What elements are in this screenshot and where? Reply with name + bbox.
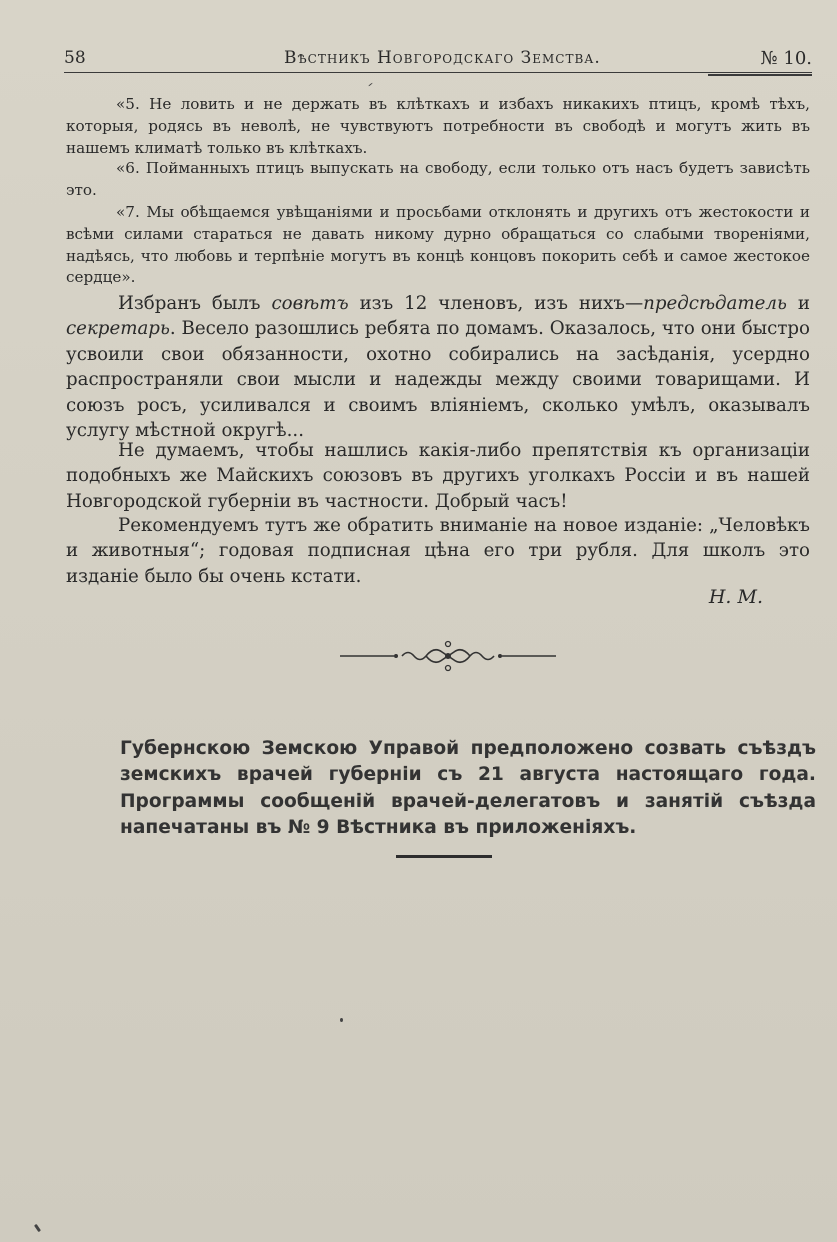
page-number: 58 (64, 48, 86, 68)
paper-speck (340, 1018, 343, 1022)
body-paragraph-recommendation: Рекомендуемъ тутъ же обратить вниманіе на новое изданіе: „Человѣкъ и животныя“; годовая подписная цѣна его три рубля. Для школъ это изданіе было бы очень кстати. (66, 515, 810, 587)
ornament-divider (340, 636, 556, 676)
running-header (64, 44, 812, 72)
quote-paragraph-6: «6. Пойманныхъ птицъ выпускать на свободу, если только отъ насъ будетъ зависѣть это. (66, 159, 810, 199)
body-paragraph-council: Избранъ былъ совѣтъ изъ 12 членовъ, изъ нихъ—предсѣдатель и секретарь. Весело разошлись ребята по домамъ. Оказалось, что они быстро усвоили свои обязанности, охотно собирались на засѣданія, усердно распространяли свои мысли и надежды между своими товарищами. И союзъ росъ, усиливался и своимъ вліяніемъ, сколько умѣлъ, оказывалъ услугу мѣстной округѣ... (66, 293, 810, 442)
body-paragraph-organization: Не думаемъ, чтобы нашлись какія-либо препятствія къ организаціи подобныхъ же Майскихъ союзовъ въ другихъ уголкахъ Россіи и въ нашей Новгородской губерніи въ частности. Добрый часъ! (66, 440, 810, 512)
notice-congress-announcement: Губернскою Земскою Управой предположено созвать съѣздъ земскихъ врачей губерніи съ 21 августа настоящаго года. Программы сообщеній врачей-делегатовъ и занятій съѣзда напечатаны въ № 9 Вѣстника въ приложеніяхъ. (120, 738, 816, 839)
header-rule-accent (708, 74, 812, 76)
term-chairman: предсѣдатель (643, 293, 787, 314)
issue-number: № 10. (760, 48, 812, 69)
journal-title: Вѣстникъ Новгородскаго Земства. (284, 48, 601, 68)
term-council: совѣтъ (271, 293, 349, 314)
quote-paragraph-5: «5. Не ловить и не держать въ клѣткахъ и избахъ никакихъ птицъ, кромѣ тѣхъ, которыя, родясь въ неволѣ, не чувствуютъ потребности въ свободѣ и могутъ жить въ нашемъ климатѣ только въ клѣткахъ. (66, 95, 810, 157)
header-rule (64, 72, 812, 73)
quote-paragraph-7: «7. Мы обѣщаемся увѣщаніями и просьбами отклонять и другихъ отъ жестокости и всѣми силами стараться не давать никому дурно обращаться со слабыми твореніями, надѣясь, что любовь и терпѣніе могутъ въ концѣ концовъ покорить себѣ и самое жестокое сердце». (66, 203, 810, 287)
term-secretary: секретарь (66, 318, 170, 340)
closing-rule (396, 855, 492, 858)
author-signature: Н. М. (708, 586, 763, 608)
